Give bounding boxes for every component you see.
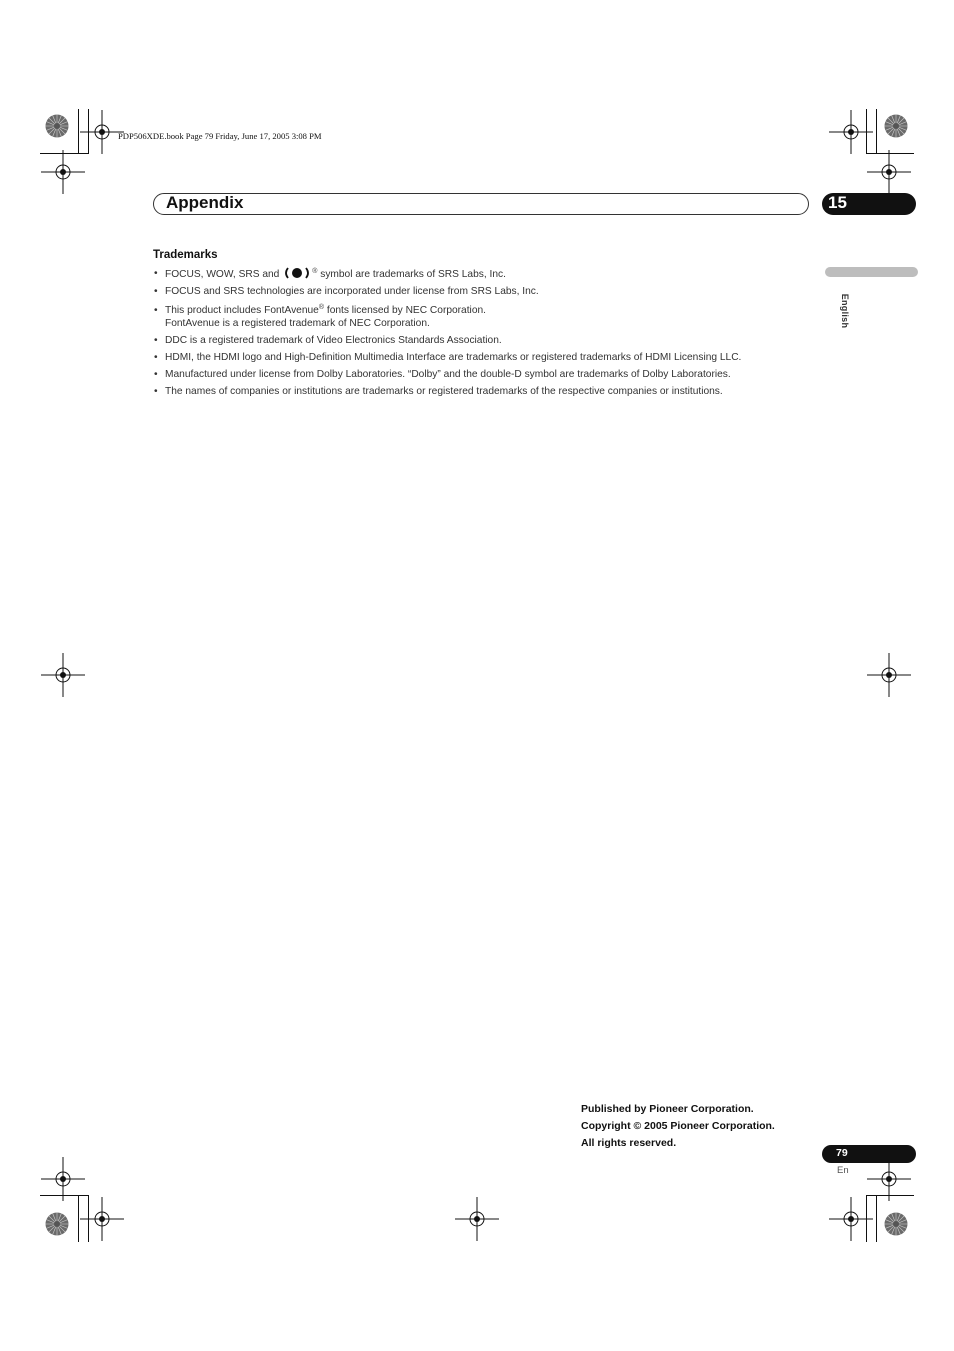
crosshair-circle-icon bbox=[41, 1157, 85, 1201]
crosshair-circle-icon bbox=[455, 1197, 499, 1241]
trim-line bbox=[78, 109, 79, 154]
page-number: 79 bbox=[836, 1147, 848, 1159]
sunburst-icon bbox=[45, 114, 69, 138]
page-language: En bbox=[837, 1165, 849, 1176]
list-item: • FOCUS and SRS technologies are incorporated under license from SRS Labs, Inc. bbox=[153, 285, 813, 298]
publisher-info bbox=[581, 1101, 775, 1152]
crosshair-circle-icon bbox=[867, 1157, 911, 1201]
language-label: English bbox=[840, 293, 850, 329]
crosshair-circle-icon bbox=[867, 653, 911, 697]
list-item: • This product includes FontAvenue® fonts licensed by NEC Corporation. FontAvenue is a registered trademark of NEC Corporation. bbox=[153, 304, 813, 330]
sunburst-icon bbox=[45, 1212, 69, 1236]
sunburst-icon bbox=[884, 1212, 908, 1236]
trim-line bbox=[78, 1195, 79, 1242]
crosshair-circle-icon bbox=[80, 1197, 124, 1241]
crosshair-circle-icon bbox=[867, 150, 911, 194]
sunburst-icon bbox=[884, 114, 908, 138]
book-info: PDP506XDE.book Page 79 Friday, June 17, 2005 3:08 PM bbox=[118, 131, 322, 141]
crosshair-circle-icon bbox=[41, 653, 85, 697]
list-item: • DDC is a registered trademark of Video Electronics Standards Association. bbox=[153, 334, 813, 347]
rights-line: All rights reserved. bbox=[581, 1137, 677, 1149]
trademark-list bbox=[153, 267, 813, 402]
trim-line bbox=[876, 1195, 877, 1242]
copyright-line: Copyright © 2005 Pioneer Corporation. bbox=[581, 1120, 775, 1132]
language-tab bbox=[825, 267, 918, 277]
chapter-number-badge bbox=[822, 193, 916, 215]
publisher-line: Published by Pioneer Corporation. bbox=[581, 1103, 754, 1115]
chapter-title: Appendix bbox=[166, 193, 244, 212]
page-number-badge bbox=[822, 1145, 916, 1163]
list-item: • HDMI, the HDMI logo and High-Definition Multimedia Interface are trademarks or registered trademarks of HDMI Licensing LLC. bbox=[153, 351, 813, 364]
srs-logo-icon bbox=[283, 267, 311, 279]
crosshair-circle-icon bbox=[829, 1197, 873, 1241]
crosshair-circle-icon bbox=[829, 110, 873, 154]
list-item: • FOCUS, WOW, SRS and ® symbol are trademarks of SRS Labs, Inc. bbox=[153, 267, 813, 281]
section-heading: Trademarks bbox=[153, 249, 218, 261]
chapter-number: 15 bbox=[828, 193, 847, 212]
list-item: • Manufactured under license from Dolby Laboratories. “Dolby” and the double-D symbol are trademarks of Dolby Laboratories. bbox=[153, 368, 813, 381]
crosshair-circle-icon bbox=[41, 150, 85, 194]
list-item: • The names of companies or institutions are trademarks or registered trademarks of the respective companies or institutions. bbox=[153, 385, 813, 398]
trim-line bbox=[876, 109, 877, 154]
chapter-header bbox=[153, 193, 809, 215]
